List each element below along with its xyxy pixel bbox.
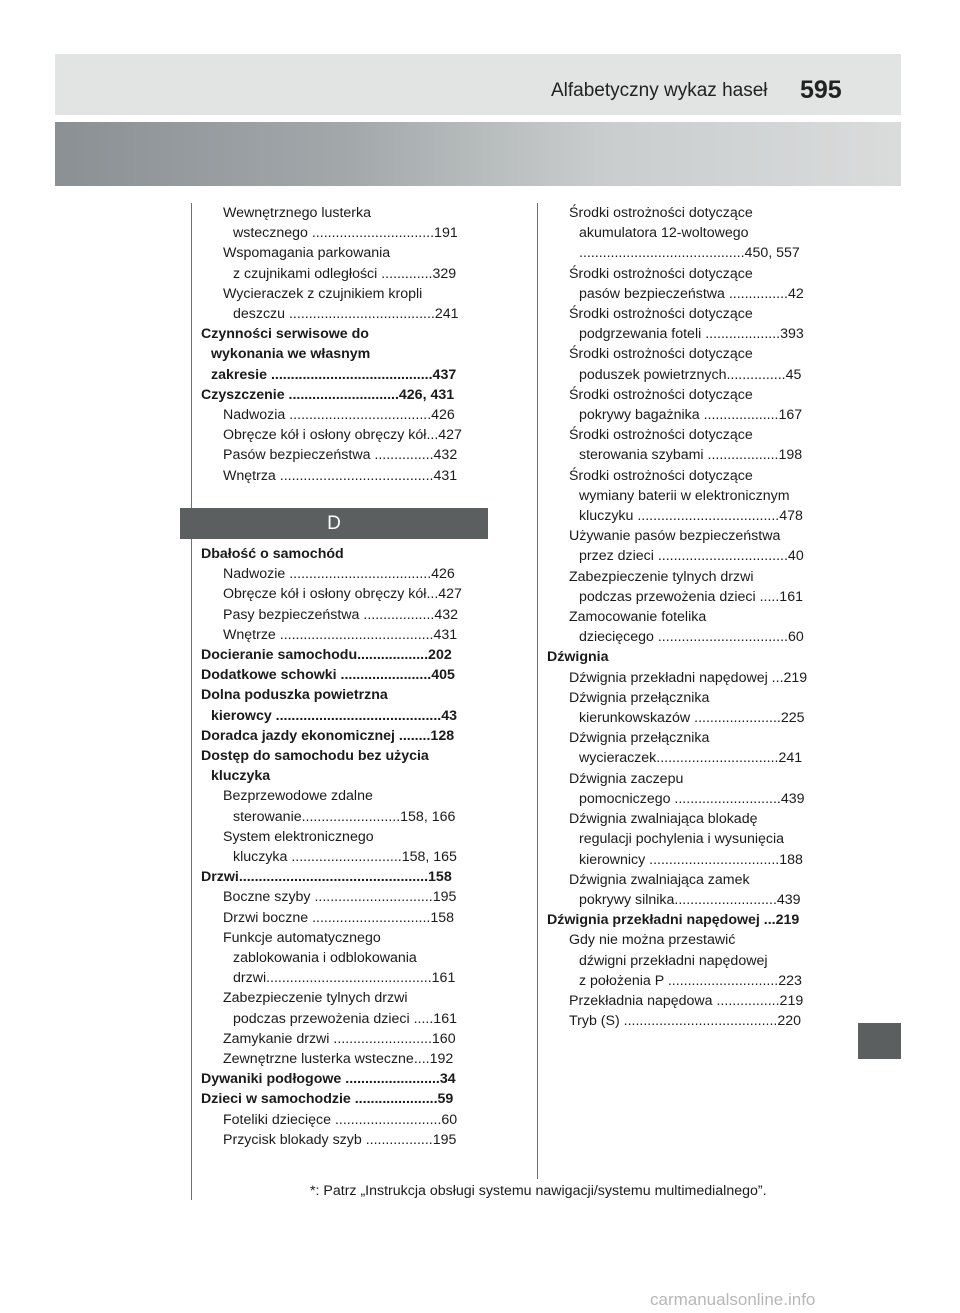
chapter-tab bbox=[858, 1023, 901, 1059]
index-entry: kierownicy .................................188 bbox=[579, 851, 803, 868]
index-entry: regulacji pochylenia i wysunięcia bbox=[579, 831, 785, 848]
index-heading: zakresie .........................................437 bbox=[211, 366, 457, 383]
index-heading: kluczyka bbox=[211, 768, 271, 785]
header-title: Alfabetyczny wykaz haseł bbox=[551, 80, 768, 101]
index-entry: Środki ostrożności dotyczące bbox=[569, 346, 753, 363]
index-entry: Dźwignia przełącznika bbox=[569, 689, 710, 706]
index-entry: drzwi..........................................161 bbox=[233, 970, 456, 987]
index-entry: pasów bezpieczeństwa ...............42 bbox=[579, 285, 804, 302]
index-entry: Funkcje automatycznego bbox=[223, 929, 381, 946]
index-heading: Dźwignia bbox=[547, 649, 609, 666]
index-entry: Foteliki dziecięce ...........................60 bbox=[223, 1111, 458, 1128]
index-entry: z położenia P ............................223 bbox=[579, 972, 802, 989]
index-entry: pokrywy silnika..........................439 bbox=[579, 891, 801, 908]
index-entry: Pasy bezpieczeństwa ..................432 bbox=[223, 606, 458, 623]
index-entry: Zamykanie drzwi .........................160 bbox=[223, 1030, 456, 1047]
index-entry: dźwigni przekładni napędowej bbox=[579, 952, 768, 969]
index-entry: kluczyku ....................................478 bbox=[579, 508, 803, 525]
index-entry: Tryb (S) .......................................220 bbox=[569, 1013, 802, 1030]
index-heading: Docieranie samochodu..................202 bbox=[201, 647, 452, 664]
index-entry: Boczne szyby ..............................195 bbox=[223, 889, 457, 906]
index-entry: System elektronicznego bbox=[223, 828, 374, 845]
watermark: carmanualsonline.info bbox=[650, 1290, 816, 1309]
index-entry: Środki ostrożności dotyczące bbox=[569, 306, 753, 323]
index-entry: Dźwignia przekładni napędowej ...219 bbox=[569, 669, 808, 686]
index-entry: Pasów bezpieczeństwa ...............432 bbox=[223, 447, 458, 464]
index-heading: Dodatkowe schowki .......................405 bbox=[201, 667, 455, 684]
index-entry: wycieraczek...............................241 bbox=[579, 750, 803, 767]
index-entry: Drzwi boczne ..............................158 bbox=[223, 909, 455, 926]
index-entry: kierunkowskazów ......................225 bbox=[579, 710, 805, 727]
index-entry: Dźwignia zwalniająca blokadę bbox=[569, 811, 758, 828]
index-entry: Dźwignia zaczepu bbox=[569, 770, 684, 787]
index-entry: zablokowania i odblokowania bbox=[233, 950, 417, 967]
index-entry: kluczyka ............................158, 165 bbox=[233, 849, 457, 866]
index-entry: sterowania szybami ..................198 bbox=[579, 447, 803, 464]
index-entry: Wewnętrznego lusterka bbox=[223, 205, 371, 221]
index-heading: Dzieci w samochodzie .....................59 bbox=[201, 1091, 454, 1108]
index-entry: podczas przewożenia dzieci .....161 bbox=[233, 1010, 457, 1027]
index-column-1-top bbox=[201, 203, 487, 486]
index-entry: z czujnikami odległości .............329 bbox=[233, 265, 457, 282]
index-entry: poduszek powietrznych...............45 bbox=[579, 366, 802, 383]
index-entry: wstecznego ...............................191 bbox=[233, 225, 458, 242]
index-entry: pokrywy bagażnika ...................167 bbox=[579, 407, 803, 424]
left-column-rule bbox=[191, 203, 192, 1200]
index-entry: Gdy nie można przestawić bbox=[569, 932, 736, 949]
index-entry: Zabezpieczenie tylnych drzwi bbox=[569, 568, 754, 585]
index-entry: dziecięcego .................................60 bbox=[579, 629, 804, 646]
index-entry: podgrzewania foteli ...................393 bbox=[579, 326, 804, 343]
middle-column-rule bbox=[537, 203, 538, 1179]
index-heading: Drzwi................................................158 bbox=[201, 869, 452, 886]
index-entry: przez dzieci .................................40 bbox=[579, 548, 804, 565]
index-heading: kierowcy ..........................................43 bbox=[211, 707, 458, 724]
index-entry: Przekładnia napędowa ................219 bbox=[569, 992, 804, 1009]
index-entry: Dźwignia zwalniająca zamek bbox=[569, 871, 750, 888]
index-entry: Nadwozia ....................................426 bbox=[223, 407, 455, 424]
index-entry: Wnętrze .......................................431 bbox=[223, 626, 458, 643]
index-entry: Wnętrza .......................................431 bbox=[223, 467, 458, 484]
index-entry: Bezprzewodowe zdalne bbox=[223, 788, 373, 805]
index-column-2 bbox=[547, 203, 832, 1031]
index-heading: Dywaniki podłogowe ........................34 bbox=[201, 1071, 456, 1088]
index-entry: Dźwignia przełącznika bbox=[569, 730, 710, 747]
index-entry: pomocniczego ...........................439 bbox=[579, 790, 805, 807]
index-heading: Dolna poduszka powietrzna bbox=[201, 687, 388, 704]
index-entry: podczas przewożenia dzieci .....161 bbox=[579, 588, 803, 605]
index-entry: Środki ostrożności dotyczące bbox=[569, 427, 753, 444]
index-heading: Dostęp do samochodu bez użycia bbox=[201, 748, 429, 765]
index-column-1-bottom bbox=[201, 544, 487, 1150]
index-entry: deszczu .....................................241 bbox=[233, 306, 459, 323]
header-gradient-band bbox=[55, 122, 901, 186]
index-entry: Przycisk blokady szyb .................195 bbox=[223, 1131, 457, 1148]
index-entry: Wycieraczek z czujnikiem kropli bbox=[223, 285, 423, 302]
index-entry: Środki ostrożności dotyczące bbox=[569, 467, 753, 484]
index-heading: Dźwignia przekładni napędowej ...219 bbox=[547, 912, 800, 929]
index-heading: wykonania we własnym bbox=[211, 346, 371, 363]
index-entry: sterowanie.........................158, 166 bbox=[233, 808, 456, 825]
header-bar bbox=[55, 54, 901, 115]
section-letter-d: D bbox=[180, 508, 488, 539]
index-entry: akumulatora 12-woltowego bbox=[579, 225, 749, 242]
index-entry: Obręcze kół i osłony obręczy kół...427 bbox=[223, 586, 462, 603]
footnote: *: Patrz „Instrukcja obsługi systemu nawigacji/systemu multimedialnego”. bbox=[310, 1183, 767, 1199]
index-entry: Nadwozie ....................................426 bbox=[223, 566, 455, 583]
index-entry: Obręcze kół i osłony obręczy kół...427 bbox=[223, 427, 462, 444]
index-entry: Środki ostrożności dotyczące bbox=[569, 386, 753, 403]
index-heading: Doradca jazdy ekonomicznej ........128 bbox=[201, 727, 455, 744]
index-entry: ..........................................450, 557 bbox=[579, 245, 800, 262]
index-entry: Środki ostrożności dotyczące bbox=[569, 205, 753, 221]
index-entry: Zabezpieczenie tylnych drzwi bbox=[223, 990, 408, 1007]
page-number: 595 bbox=[800, 76, 842, 104]
index-entry: wymiany baterii w elektronicznym bbox=[579, 487, 790, 504]
index-heading: Czynności serwisowe do bbox=[201, 326, 369, 343]
index-entry: Zewnętrzne lusterka wsteczne....192 bbox=[223, 1051, 454, 1068]
index-entry: Zamocowanie fotelika bbox=[569, 609, 707, 626]
index-heading: Dbałość o samochód bbox=[201, 546, 344, 562]
index-heading: Czyszczenie ............................426, 431 bbox=[201, 386, 455, 403]
index-entry: Środki ostrożności dotyczące bbox=[569, 265, 753, 282]
index-entry: Używanie pasów bezpieczeństwa bbox=[569, 528, 781, 545]
index-entry: Wspomagania parkowania bbox=[223, 245, 391, 262]
